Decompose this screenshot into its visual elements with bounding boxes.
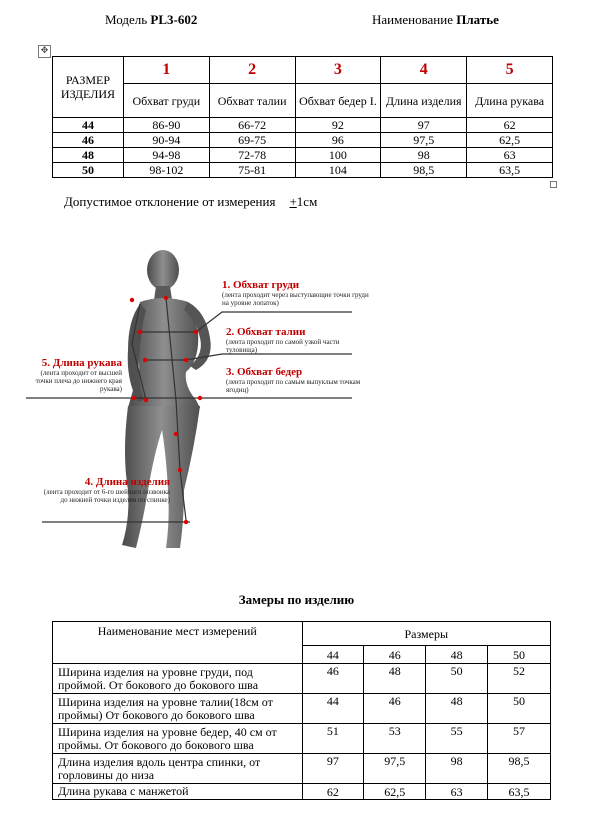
value-cell: 62 <box>467 118 553 133</box>
column-number: 1 <box>123 57 209 84</box>
value-cell: 98-102 <box>123 163 209 178</box>
column-name: Длина рукава <box>467 84 553 118</box>
column-number: 3 <box>295 57 381 84</box>
label-note: (лента проходит по самой узкой части туловища) <box>226 338 340 354</box>
label-title: 4. Длина изделия <box>84 476 170 488</box>
column-name: Обхват бедер I. <box>295 84 381 118</box>
value-cell: 100 <box>295 148 381 163</box>
tolerance-line <box>64 194 317 210</box>
label-note: (лента проходит от 6-го шейного позвонка до нижней точки изделия по спинке) <box>43 488 170 504</box>
value-cell: 94-98 <box>123 148 209 163</box>
model-value: PL3-602 <box>150 12 198 27</box>
value-cell: 97 <box>381 118 467 133</box>
column-name: Обхват груди <box>123 84 209 118</box>
value-cell: 98,5 <box>488 754 551 784</box>
value-cell: 57 <box>488 724 551 754</box>
value-cell: 63 <box>426 784 488 800</box>
table-row <box>53 163 553 178</box>
label-note: (лента проходит по самым выпуклым точкам ягодиц) <box>226 378 361 394</box>
label-chest <box>222 279 372 307</box>
column-name: Длина изделия <box>381 84 467 118</box>
model-line <box>105 12 197 28</box>
value-cell: 50 <box>488 694 551 724</box>
column-number: 4 <box>381 57 467 84</box>
tolerance-value: 1см <box>296 194 318 209</box>
value-cell: 55 <box>426 724 488 754</box>
table-row <box>53 754 551 784</box>
table-row <box>53 724 551 754</box>
plus-minus-sign: + <box>289 194 297 209</box>
value-cell: 46 <box>302 664 364 694</box>
label-hips <box>226 366 371 394</box>
value-cell: 53 <box>364 724 426 754</box>
size-header-cell: 44 <box>302 646 364 664</box>
label-sleeve <box>26 357 122 393</box>
table-row <box>53 694 551 724</box>
table-move-handle-icon[interactable]: ✥ <box>38 45 51 58</box>
value-cell: 97 <box>302 754 364 784</box>
product-table-header-row <box>53 622 551 646</box>
value-cell: 90-94 <box>123 133 209 148</box>
table-row <box>53 133 553 148</box>
measurement-name: Длина рукава с манжетой <box>53 784 303 800</box>
value-cell: 46 <box>364 694 426 724</box>
value-cell: 96 <box>295 133 381 148</box>
label-title: 3. Обхват бедер <box>226 366 303 378</box>
column-name: Обхват талии <box>209 84 295 118</box>
size-header-cell: 48 <box>426 646 488 664</box>
value-cell: 51 <box>302 724 364 754</box>
value-cell: 50 <box>426 664 488 694</box>
measurement-name: Длина изделия вдоль центра спинки, от горловины до низа <box>53 754 303 784</box>
measurement-name: Ширина изделия на уровне бедер, 40 см от проймы. От бокового до бокового шва <box>53 724 303 754</box>
value-cell: 63 <box>467 148 553 163</box>
value-cell: 63,5 <box>467 163 553 178</box>
name-header: Наименование мест измерений <box>53 622 303 664</box>
value-cell: 98 <box>381 148 467 163</box>
column-number: 2 <box>209 57 295 84</box>
table-resize-handle[interactable] <box>550 181 557 188</box>
product-table <box>52 621 551 800</box>
value-cell: 104 <box>295 163 381 178</box>
model-label: Модель <box>105 12 151 27</box>
name-line <box>372 12 499 28</box>
value-cell: 62,5 <box>364 784 426 800</box>
value-cell: 44 <box>302 694 364 724</box>
value-cell: 98 <box>426 754 488 784</box>
label-title: 5. Длина рукава <box>41 357 122 369</box>
table-row <box>53 148 553 163</box>
value-cell: 75-81 <box>209 163 295 178</box>
product-table-title: Замеры по изделию <box>238 592 355 607</box>
label-waist <box>226 326 366 354</box>
value-cell: 98,5 <box>381 163 467 178</box>
size-table-header-row <box>53 84 553 118</box>
measurement-name: Ширина изделия на уровне груди, под проймой. От бокового до бокового шва <box>53 664 303 694</box>
table-row <box>53 118 553 133</box>
label-title: 2. Обхват талии <box>226 326 306 338</box>
name-value: Платье <box>456 12 499 27</box>
measurement-name: Ширина изделия на уровне талии(18см от проймы) От бокового до бокового шва <box>53 694 303 724</box>
size-cell: 48 <box>53 148 124 163</box>
column-number: 5 <box>467 57 553 84</box>
value-cell: 97,5 <box>364 754 426 784</box>
tolerance-text: Допустимое отклонение от измерения <box>64 194 276 209</box>
value-cell: 63,5 <box>488 784 551 800</box>
value-cell: 62 <box>302 784 364 800</box>
label-note: (лента проходит от высшей точки плеча до нижнего края рукава) <box>35 369 122 393</box>
label-length <box>40 476 170 504</box>
label-title: 1. Обхват груди <box>222 279 300 291</box>
name-label: Наименование <box>372 12 457 27</box>
value-cell: 66-72 <box>209 118 295 133</box>
value-cell: 69-75 <box>209 133 295 148</box>
size-cell: 44 <box>53 118 124 133</box>
value-cell: 86-90 <box>123 118 209 133</box>
size-table <box>52 56 553 178</box>
size-header-cell: 46 <box>364 646 426 664</box>
label-note: (лента проходит через выступающие точки груди на уровне лопаток) <box>222 291 369 307</box>
size-cell: 46 <box>53 133 124 148</box>
size-header-cell: 50 <box>488 646 551 664</box>
table-row <box>53 664 551 694</box>
value-cell: 72-78 <box>209 148 295 163</box>
value-cell: 52 <box>488 664 551 694</box>
table-row <box>53 784 551 800</box>
sizes-header: Размеры <box>302 622 551 646</box>
size-table-number-row <box>53 57 553 84</box>
value-cell: 92 <box>295 118 381 133</box>
size-cell: 50 <box>53 163 124 178</box>
size-header: РАЗМЕР ИЗДЕЛИЯ <box>53 57 124 118</box>
value-cell: 97,5 <box>381 133 467 148</box>
value-cell: 48 <box>364 664 426 694</box>
value-cell: 62,5 <box>467 133 553 148</box>
value-cell: 48 <box>426 694 488 724</box>
